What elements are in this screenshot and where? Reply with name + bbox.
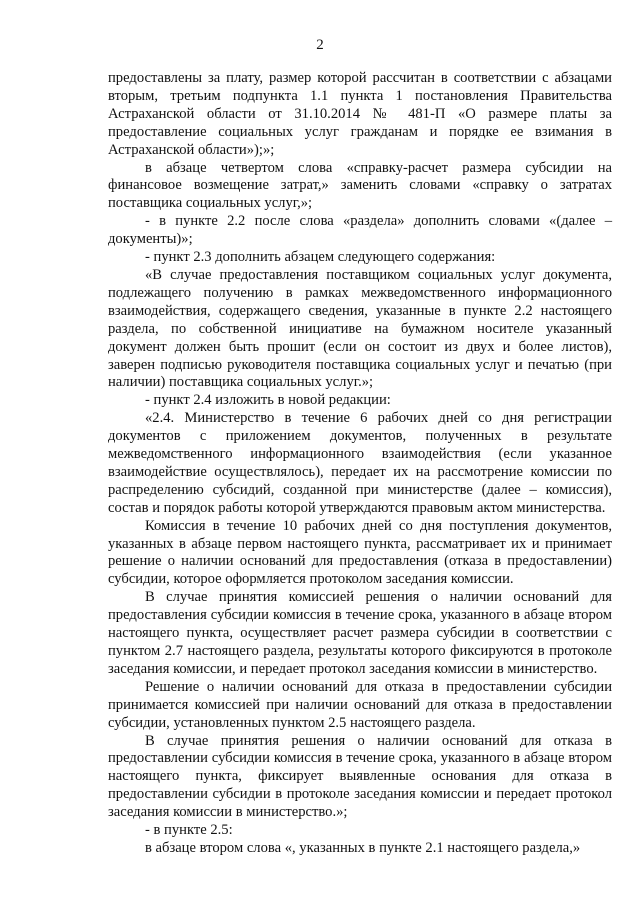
paragraph: в абзаце втором слова «, указанных в пункте 2.1 настоящего раздела,» — [145, 839, 581, 856]
document-body — [108, 70, 612, 858]
paragraph: Комиссия в течение 10 рабочих дней со дня поступления документов, указанных в абзаце первом настоящего пункта, рассматривает их и принимает решение о наличии оснований для предоставления (отказа в предоставлении) субсидии, которое оформляется протоколом заседания комиссии. — [108, 517, 612, 588]
paragraph: предоставлены за плату, размер которой рассчитан в соответствии с абзацами вторым, третьим подпункта 1.1 пункта 1 постановления Правительства Астраханской области от 31.10.2014 № 481-П «О размере платы за предоставление социальных услуг гражданам и порядке ее взимания в Астраханской области»);»; — [108, 70, 612, 158]
paragraph: - пункт 2.3 дополнить абзацем следующего содержания: — [145, 249, 496, 266]
paragraph: «2.4. Министерство в течение 6 рабочих дней со дня регистрации документов с приложением документов, полученных в результате межведомственного информационного взаимодействия (если указанное взаимодействие осуществлялось), передает их на рассмотрение комиссии по распределению субсидий, созданной при министерстве (далее – комиссия), состав и порядок работы которой утверждаются правовым актом министерства. — [108, 410, 612, 516]
paragraph: «В случае предоставления поставщиком социальных услуг документа, подлежащего получению в рамках межведомственного информационного взаимодействия, содержащего сведения, указанные в пункте 2.2 настоящего раздела, по собственной инициативе на бумажном носителе указанный документ должен быть прошит (если он состоит из двух и более листов), заверен подписью руководителя поставщика социальных услуг и печатью (при наличии) поставщика социальных услуг.»; — [108, 266, 612, 391]
page-number: 2 — [316, 37, 324, 53]
paragraph: - в пункте 2.2 после слова «раздела» дополнить словами «(далее – документы)»; — [108, 213, 612, 248]
paragraph: - в пункте 2.5: — [145, 822, 233, 839]
paragraph: в абзаце четвертом слова «справку-расчет размера субсидии на финансовое возмещение затрат,» заменить словами «справку о затратах поставщика социальных услуг,»; — [108, 159, 612, 212]
paragraph: Решение о наличии оснований для отказа в предоставлении субсидии принимается комиссией при наличии оснований для отказа в предоставлении субсидии, установленных пунктом 2.5 настоящего раздела. — [108, 678, 612, 731]
paragraph: В случае принятия комиссией решения о наличии оснований для предоставления субсидии комиссия в течение срока, указанного в абзаце втором настоящего пункта, осуществляет расчет размера субсидии в соответствии с пунктом 2.7 настоящего раздела, результаты которого фиксируются в протоколе заседания комиссии, и передает протокол заседания комиссии в министерство. — [108, 589, 612, 677]
paragraph: - пункт 2.4 изложить в новой редакции: — [145, 392, 391, 409]
paragraph: В случае принятия решения о наличии оснований для отказа в предоставлении субсидии комиссия в течение срока, указанного в абзаце втором настоящего пункта, фиксирует выявленные основания для отказа в предоставлении субсидии в протоколе заседания комиссии и передает протокол заседания комиссии в министерство.»; — [108, 732, 612, 821]
